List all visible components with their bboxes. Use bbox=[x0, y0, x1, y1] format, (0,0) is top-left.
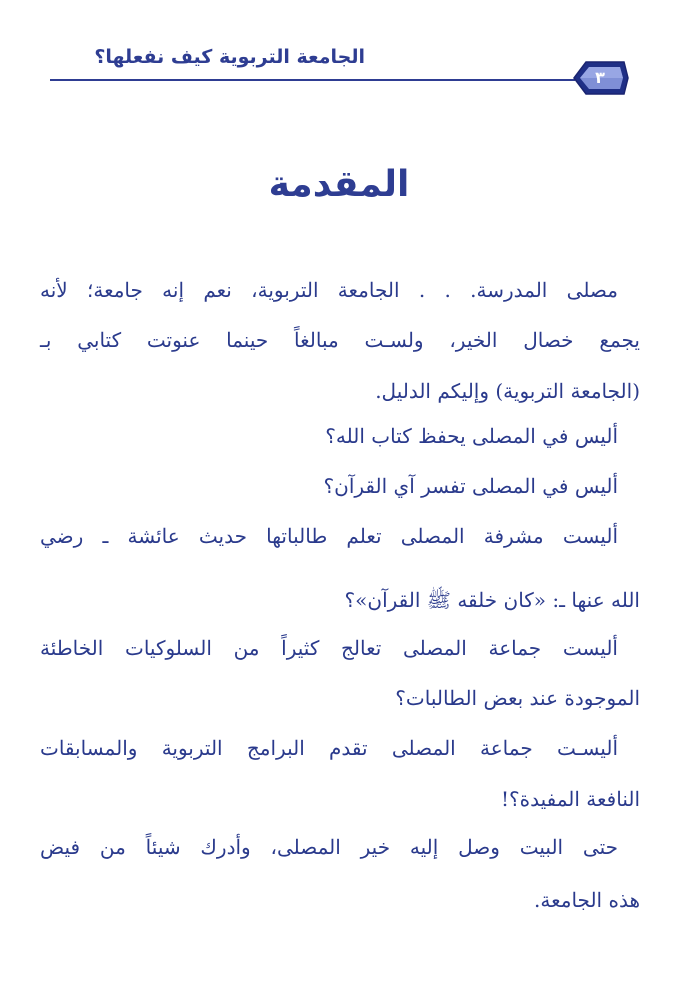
page-number: ٣ bbox=[595, 68, 605, 87]
running-header-title: الجامعة التربوية كيف نفعلها؟ bbox=[94, 46, 365, 68]
text-line: يجمع خصال الخير، ولسـت مبالغاً حينما عنوتت كتابي بـ bbox=[40, 328, 640, 352]
text-line: الموجودة عند بعض الطالبات؟ bbox=[395, 686, 640, 710]
text-line: (الجامعة التربوية) وإليكم الدليل. bbox=[375, 379, 640, 403]
section-heading: المقدمة bbox=[268, 164, 410, 205]
text-line: أليس في المصلى تفسر آي القرآن؟ bbox=[323, 474, 618, 498]
text-line: أليست مشرفة المصلى تعلم طالباتها حديث عائشة ـ رضي bbox=[40, 524, 618, 548]
text-line: أليسـت جماعة المصلى تقدم البرامج التربوية والمسابقات bbox=[40, 736, 618, 760]
text-line: النافعة المفيدة؟! bbox=[500, 787, 640, 811]
text-line: أليست جماعة المصلى تعالج كثيراً من السلوكيات الخاطئة bbox=[40, 636, 618, 660]
text-line: حتى البيت وصل إليه خير المصلى، وأدرك شيئاً من فيض bbox=[40, 835, 618, 859]
text-line: أليس في المصلى يحفظ كتاب الله؟ bbox=[325, 424, 618, 448]
text-line: الله عنها ـ: «كان خلقه ﷺ القرآن»؟ bbox=[344, 588, 640, 612]
header-rule bbox=[50, 79, 575, 81]
text-line: هذه الجامعة. bbox=[534, 888, 640, 912]
text-line: مصلى المدرسة. . . الجامعة التربوية، نعم إنه جامعة؛ لأنه bbox=[40, 278, 618, 302]
